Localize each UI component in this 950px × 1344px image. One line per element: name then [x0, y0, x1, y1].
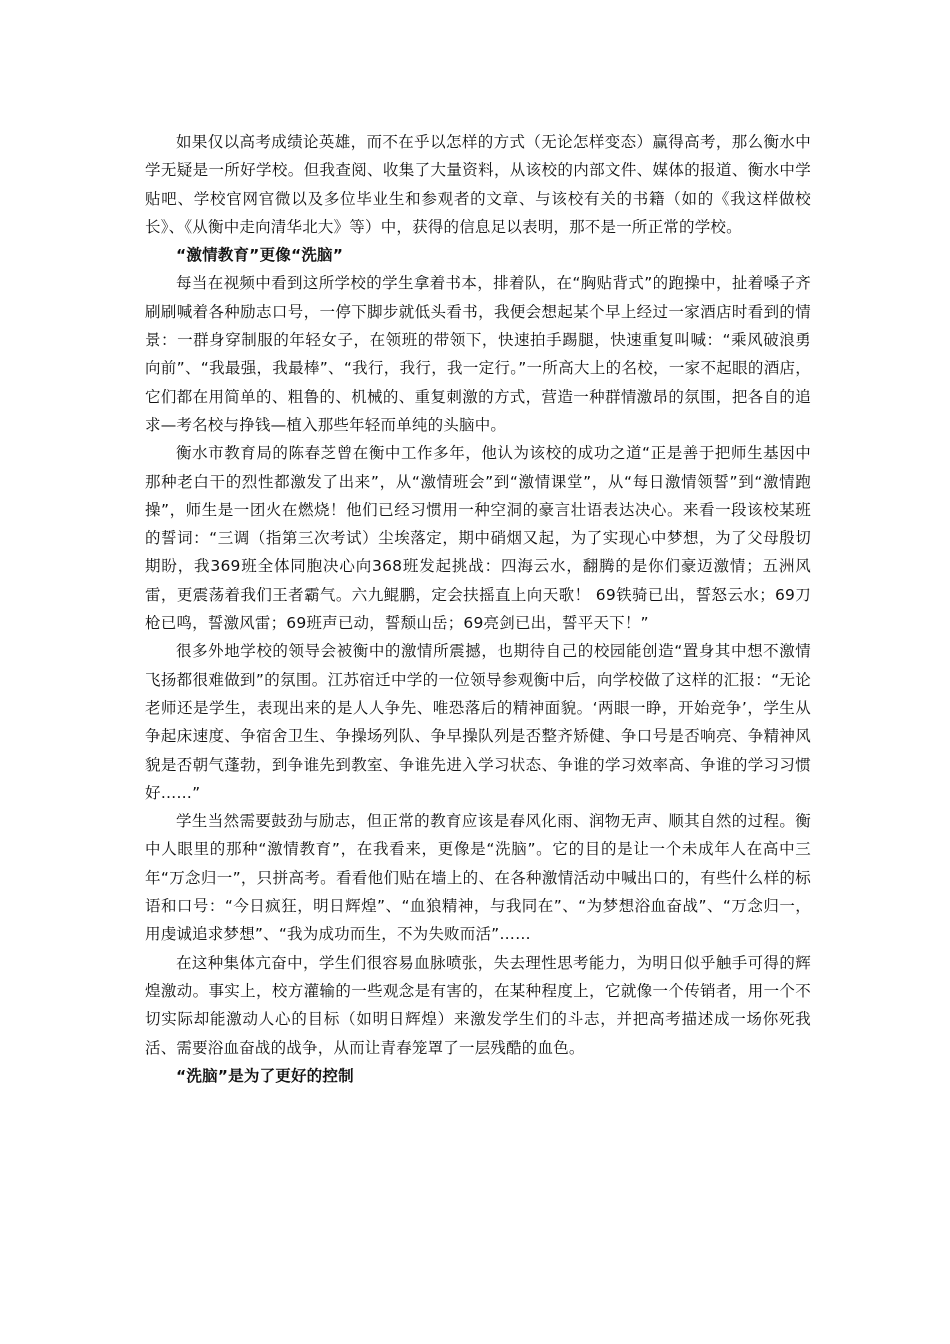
paragraph-running-drill: 每当在视频中看到这所学校的学生拿着书本，排着队，在“胸贴背式”的跑操中，扯着嗓子齐刷刷喊着各种励志口号，一停下脚步就低头看书，我便会想起某个早上经过一家酒店时看到的情景：一群身穿制服的年轻女子，在领班的带领下，快速拍手踢腿，快速重复叫喊：“乘风破浪勇向前”、“我最强，我最棒”、“我行，我行，我一定行。”一所高大上的名校，一家不起眼的酒店，它们都在用简单的、粗鲁的、机械的、重复刺激的方式，营造一种群情激昂的氛围，把各自的追求—考名校与挣钱—植入那些年轻而单纯的头脑中。: [145, 274, 811, 434]
document-page: [145, 128, 811, 1090]
paragraph-brainwashing: 学生当然需要鼓劲与励志，但正常的教育应该是春风化雨、润物无声、顺其自然的过程。衡中人眼里的那种“激情教育”，在我看来，更像是“洗脑”。它的目的是让一个未成年人在高中三年“万念归一”，只拼高考。看看他们贴在墙上的、在各种激情活动中喊出口的，有些什么样的标语和口号：“今日疯狂，明日辉煌”、“血狼精神，与我同在”、“为梦想浴血奋战”、“万念归一，用虔诚追求梦想”、“我为成功而生，不为失败而活”……: [145, 812, 811, 944]
paragraph-visitor-report: 很多外地学校的领导会被衡中的激情所震撼，也期待自己的校园能创造“置身其中想不激情飞扬都很难做到”的氛围。江苏宿迁中学的一位领导参观衡中后，向学校做了这样的汇报：“无论老师还是学生，表现出来的是人人争先、唯恐落后的精神面貌。‘两眼一睁，开始竞争’，学生从争起床速度、争宿舍卫生、争操场列队、争早操队列是否整齐矫健、争口号是否响亮、争精神风貌是否朝气蓬勃，到争谁先到教室、争谁先进入学习状态、争谁的学习效率高、争谁的学习习惯好……”: [145, 642, 811, 802]
section-heading-passion-education: “激情教育”更像“洗脑”: [176, 246, 344, 265]
paragraph-intro: 如果仅以高考成绩论英雄，而不在乎以怎样的方式（无论怎样变态）赢得高考，那么衡水中学无疑是一所好学校。但我查阅、收集了大量资料，从该校的内部文件、媒体的报道、衡水中学贴吧、学校官网官微以及多位毕业生和参观者的文章、与该校有关的书籍（如的《我这样做校长》、《从衡中走向清华北大》等）中，获得的信息足以表明，那不是一所正常的学校。: [145, 133, 811, 236]
paragraph-collective-excitement: 在这种集体亢奋中，学生们很容易血脉喷张，失去理性思考能力，为明日似乎触手可得的辉煌激动。事实上，校方灌输的一些观念是有害的，在某种程度上，它就像一个传销者，用一个不切实际却能激动人心的目标（如明日辉煌）来激发学生们的斗志，并把高考描述成一场你死我活、需要浴血奋战的战争，从而让青春笼罩了一层残酷的血色。: [145, 953, 811, 1057]
paragraph-class-oath: 衡水市教育局的陈春芝曾在衡中工作多年，他认为该校的成功之道“正是善于把师生基因中那种老白干的烈性都激发了出来”，从“激情班会”到“激情课堂”，从“每日激情领誓”到“激情跑操”，师生是一团火在燃烧！他们已经习惯用一种空洞的豪言壮语表达决心。来看一段该校某班的誓词：“三调（指第三次考试）尘埃落定，期中硝烟又起，为了实现心中梦想，为了父母殷切期盼，我369班全体同胞决心向368班发起挑战：四海云水，翻腾的是你们豪迈激情；五洲风雷，更震荡着我们王者霸气。六九鲲鹏，定会扶摇直上向天歌！ 69铁骑已出，誓怒云水；69刀枪已鸣，誓激风雷；69班声已动，誓颓山岳；69亮剑已出，誓平天下！”: [145, 444, 811, 633]
section-heading-control: “洗脑”是为了更好的控制: [176, 1066, 354, 1085]
